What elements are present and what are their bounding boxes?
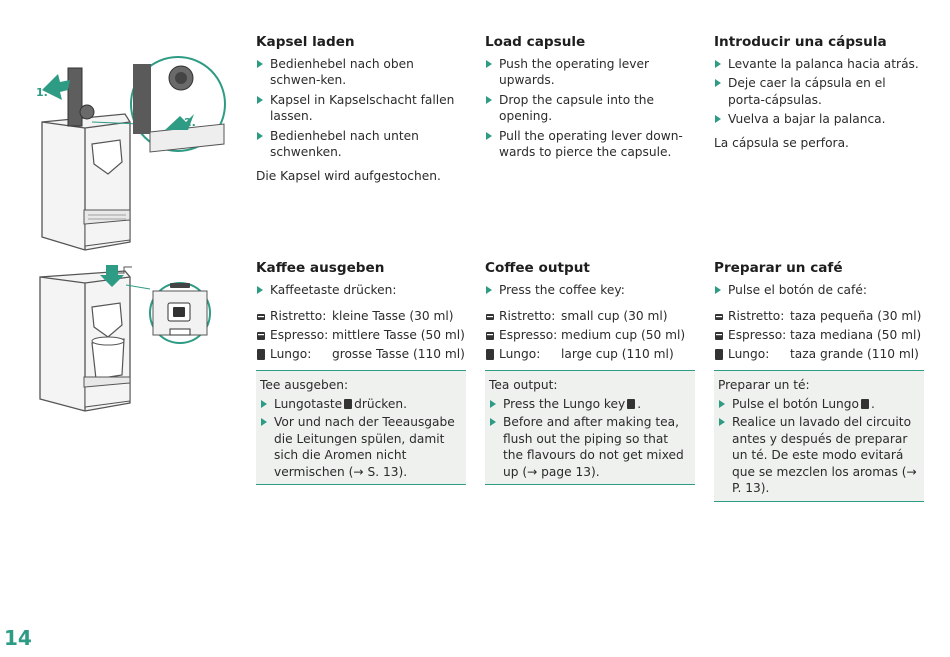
cup-value: mittlere Tasse (50 ml) xyxy=(332,328,465,343)
step-item: Kapsel in Kapselschacht fallen lassen. xyxy=(256,92,466,125)
cup-value: large cup (110 ml) xyxy=(561,347,674,362)
coffee-output-de xyxy=(256,260,466,485)
step-item: Press the Lungo key . xyxy=(489,396,691,414)
cup-value: small cup (30 ml) xyxy=(561,309,668,324)
tea-box xyxy=(256,371,466,485)
section-title: Kaffee ausgeben xyxy=(256,260,385,276)
cup-label: Ristretto: xyxy=(270,309,327,324)
result-note: La cápsula se perfora. xyxy=(714,135,849,150)
cup-value: kleine Tasse (30 ml) xyxy=(332,309,454,324)
coffee-output-illustration xyxy=(30,265,230,420)
cup-row-espresso xyxy=(714,326,924,345)
result-note: Die Kapsel wird aufgestochen. xyxy=(256,168,441,183)
capsule-loading-illustration xyxy=(30,52,230,257)
large-cup-icon xyxy=(714,349,728,361)
step-item: Lungotaste drücken. xyxy=(260,396,462,414)
cup-size-table xyxy=(256,307,466,371)
cup-label: Lungo: xyxy=(499,347,541,362)
step-item: Drop the capsule into the opening. xyxy=(485,92,695,125)
cup-label: Espresso: xyxy=(270,328,329,343)
cup-label: Ristretto: xyxy=(499,309,556,324)
cup-label: Lungo: xyxy=(270,347,312,362)
tea-title: Tee ausgeben: xyxy=(260,378,349,392)
section-title: Load capsule xyxy=(485,34,586,50)
tea-box xyxy=(485,371,695,485)
section-title: Kapsel laden xyxy=(256,34,355,50)
small-cup-icon xyxy=(714,313,728,321)
cup-value: taza grande (110 ml) xyxy=(790,347,919,362)
large-cup-icon xyxy=(256,349,270,361)
step2-label: 2. xyxy=(184,116,196,129)
step-item: Levante la palanca hacia atrás. xyxy=(714,56,924,73)
cup-size-table xyxy=(485,307,695,371)
step-item: Vuelva a bajar la palanca. xyxy=(714,111,924,128)
cup-row-ristretto xyxy=(256,307,466,326)
lungo-cup-icon xyxy=(861,397,869,414)
section-title: Coffee output xyxy=(485,260,590,276)
step1-label: 1. xyxy=(36,86,48,99)
coffee-output-es xyxy=(714,260,924,502)
step-item: Vor und nach der Teeausgabe die Leitungen spülen, damit sich die Aromen nicht vermischen (→ S. 13). xyxy=(260,414,462,480)
step-item: Pull the operating lever down-wards to pierce the capsule. xyxy=(485,128,695,161)
step-item: Realice un lavado del circuito antes y después de preparar un té. De este modo evitará que se mezclen los aromas (→ P. 13). xyxy=(718,414,920,497)
step-item: Kaffeetaste drücken: xyxy=(256,282,466,299)
medium-cup-icon xyxy=(485,331,499,341)
step-item: Pulse el botón de café: xyxy=(714,282,924,299)
load-capsule-de xyxy=(256,34,466,184)
large-cup-icon xyxy=(485,349,499,361)
coffee-output-en xyxy=(485,260,695,485)
cup-row-lungo xyxy=(256,345,466,364)
step-item: Press the coffee key: xyxy=(485,282,695,299)
cup-row-lungo xyxy=(485,345,695,364)
page-number: 14 xyxy=(4,626,32,650)
small-cup-icon xyxy=(256,313,270,321)
cup-label: Ristretto: xyxy=(728,309,785,324)
tea-box xyxy=(714,371,924,502)
cup-row-espresso xyxy=(256,326,466,345)
cup-label: Lungo: xyxy=(728,347,770,362)
lungo-cup-icon xyxy=(344,397,352,414)
cup-row-ristretto xyxy=(714,307,924,326)
load-capsule-en xyxy=(485,34,695,164)
step-item: Deje caer la cápsula en el porta-cápsulas. xyxy=(714,75,924,108)
step-item: Pulse el botón Lungo . xyxy=(718,396,920,414)
lungo-cup-icon xyxy=(627,397,635,414)
cup-label: Espresso: xyxy=(728,328,787,343)
step-item: Before and after making tea, flush out the piping so that the flavours do not get mixed up (→ page 13). xyxy=(489,414,691,480)
cup-row-ristretto xyxy=(485,307,695,326)
cup-value: taza pequeña (30 ml) xyxy=(790,309,922,324)
cup-row-lungo xyxy=(714,345,924,364)
small-cup-icon xyxy=(485,313,499,321)
cup-value: taza mediana (50 ml) xyxy=(790,328,922,343)
step-item: Push the operating lever upwards. xyxy=(485,56,695,89)
cup-row-espresso xyxy=(485,326,695,345)
cup-label: Espresso: xyxy=(499,328,558,343)
medium-cup-icon xyxy=(714,331,728,341)
load-capsule-es xyxy=(714,34,924,151)
medium-cup-icon xyxy=(256,331,270,341)
cup-size-table xyxy=(714,307,924,371)
section-title: Preparar un café xyxy=(714,260,843,276)
section-title: Introducir una cápsula xyxy=(714,34,887,50)
tea-title: Preparar un té: xyxy=(718,378,810,392)
cup-value: grosse Tasse (110 ml) xyxy=(332,347,465,362)
cup-value: medium cup (50 ml) xyxy=(561,328,686,343)
tea-title: Tea output: xyxy=(489,378,558,392)
step-item: Bedienhebel nach oben schwen-ken. xyxy=(256,56,466,89)
step-item: Bedienhebel nach unten schwenken. xyxy=(256,128,466,161)
